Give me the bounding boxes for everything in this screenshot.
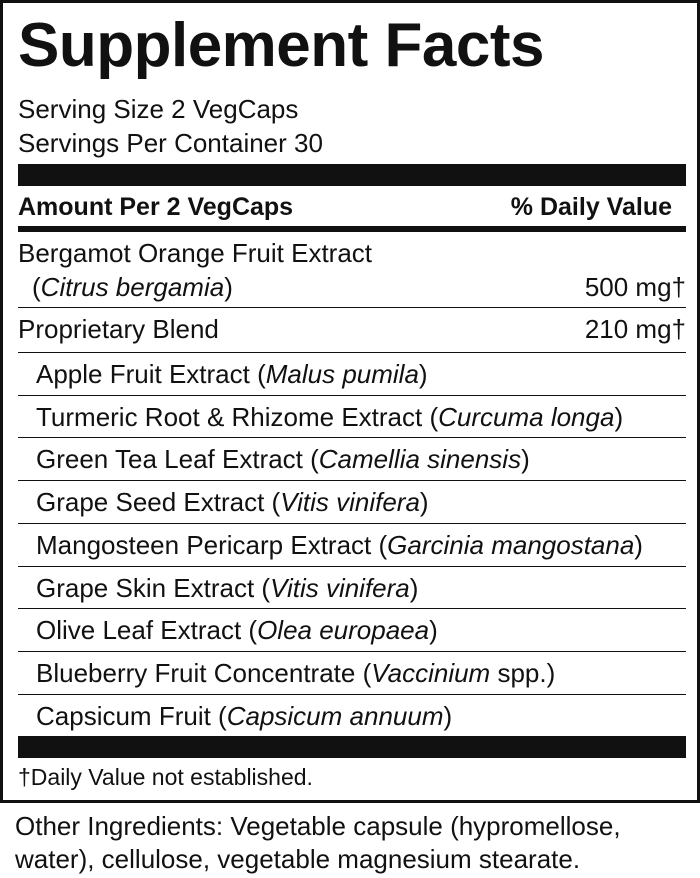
amount-per-label: Amount Per 2 VegCaps <box>18 193 294 221</box>
blend-ingredient-row <box>18 694 686 737</box>
blend-ingredient-name: Mangosteen Pericarp Extract (Garcinia mangostana) <box>36 529 643 560</box>
blend-ingredient-row <box>18 480 686 523</box>
blend-ingredient-row <box>18 352 686 395</box>
blend-ingredient-name: Grape Seed Extract (Vitis vinifera) <box>36 487 429 518</box>
blend-ingredient-row <box>18 608 686 651</box>
blend-ingredient-name: Grape Skin Extract (Vitis vinifera) <box>36 572 419 603</box>
blend-ingredient-name: Green Tea Leaf Extract (Camellia sinensis) <box>36 444 530 475</box>
daily-value-label: % Daily Value <box>510 193 672 221</box>
blend-ingredient-row <box>18 523 686 566</box>
blend-ingredient-row <box>18 566 686 609</box>
amount-header <box>18 189 686 225</box>
serving-size: Serving Size 2 VegCaps <box>18 94 299 124</box>
other-ingredients: Other Ingredients: Vegetable capsule (hypromellose, water), cellulose, vegetable magnesium stearate. <box>15 811 621 874</box>
blend-ingredient-row <box>18 437 686 480</box>
ingredient-row <box>18 232 686 307</box>
servings-per-container: Servings Per Container 30 <box>18 128 323 158</box>
blend-ingredient-name: Olive Leaf Extract (Olea europaea) <box>36 615 438 646</box>
panel-title: Supplement Facts <box>18 11 544 80</box>
thick-divider-bottom <box>18 736 686 758</box>
ingredient-amount: 500 mg† <box>584 272 686 302</box>
ingredient-latin: (Citrus bergamia) <box>32 272 233 302</box>
blend-ingredient-name: Turmeric Root & Rhizome Extract (Curcuma longa) <box>36 401 624 432</box>
thick-divider-top <box>18 164 686 186</box>
ingredient-name: Proprietary Blend <box>18 314 219 344</box>
ingredient-name: Bergamot Orange Fruit Extract <box>18 238 373 268</box>
blend-ingredient-row <box>18 395 686 438</box>
blend-ingredient-row <box>18 651 686 694</box>
ingredient-amount: 210 mg† <box>584 314 686 344</box>
blend-ingredient-name: Blueberry Fruit Concentrate (Vaccinium spp.) <box>36 657 556 688</box>
blend-ingredient-name: Capsicum Fruit (Capsicum annuum) <box>36 700 453 731</box>
ingredient-row <box>18 307 686 352</box>
footnote: †Daily Value not established. <box>18 764 313 790</box>
blend-ingredient-name: Apple Fruit Extract (Malus pumila) <box>36 359 428 389</box>
